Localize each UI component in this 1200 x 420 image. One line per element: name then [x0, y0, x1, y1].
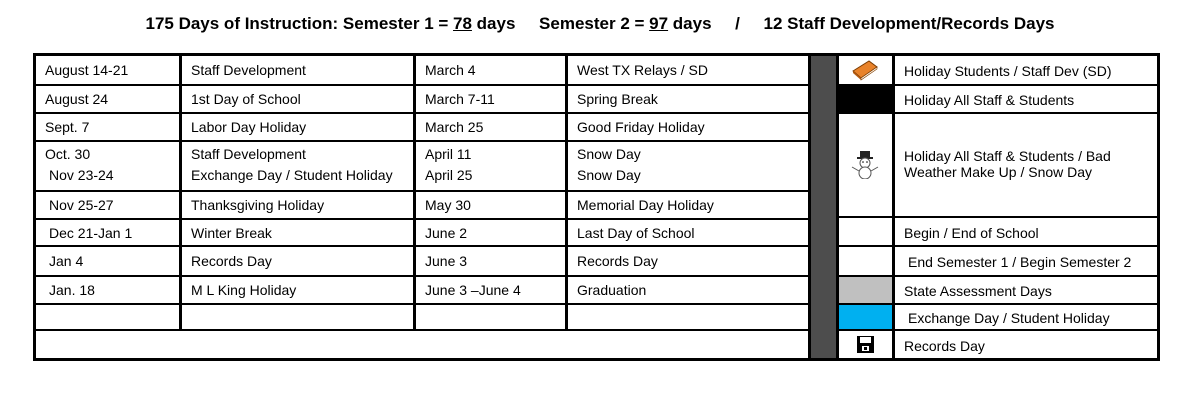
spring-date: March 25 [425, 119, 484, 135]
legend-label: Holiday Students / Staff Dev (SD) [904, 63, 1112, 79]
fall-event-cell [182, 114, 413, 140]
spring-event: Records Day [577, 253, 658, 269]
spring-event-cell [568, 56, 808, 84]
heading-text-1: 175 Days of Instruction: Semester 1 = [145, 14, 454, 33]
legend-label-cell [895, 305, 1157, 329]
fall-event: Winter Break [191, 225, 272, 241]
legend-label-cell [895, 56, 1157, 84]
fall-date: Sept. 7 [45, 119, 90, 135]
fall-event: Staff Development [191, 62, 306, 78]
spring-event-cell [568, 220, 808, 245]
calendar-summary-heading [0, 14, 1200, 34]
fall-event: Staff Development [191, 146, 306, 162]
legend-color-swatch [839, 247, 892, 275]
fall-date-cell [36, 277, 179, 303]
legend-label-cell [895, 218, 1157, 245]
legend-label-cell [895, 247, 1157, 275]
fall-date: Dec 21-Jan 1 [49, 225, 133, 241]
snowman-icon [850, 149, 880, 179]
spring-date: March 7-11 [425, 91, 495, 107]
fall-date: August 24 [45, 91, 109, 107]
legend-swatch-cell [839, 247, 892, 275]
calendar-events-table [33, 53, 1160, 361]
spring-event: Last Day of School [577, 225, 695, 241]
legend-label-cell [895, 331, 1157, 358]
spring-date: March 4 [425, 62, 476, 78]
spring-event: Memorial Day Holiday [577, 197, 714, 213]
spring-event-cell [568, 86, 808, 112]
legend-color-swatch [839, 277, 892, 303]
legend-swatch-cell [839, 218, 892, 245]
fall-date: Jan. 18 [49, 282, 95, 298]
legend-label-cell [895, 277, 1157, 303]
fall-event: 1st Day of School [191, 91, 301, 107]
legend-color-swatch [839, 218, 892, 245]
spring-event: Good Friday Holiday [577, 119, 705, 135]
fall-date-cell [36, 56, 179, 84]
spring-date-cell [416, 86, 565, 112]
spring-event-cell [568, 247, 808, 275]
spring-event: Spring Break [577, 91, 658, 107]
fall-date-cell [36, 247, 179, 275]
fall-date: Jan 4 [49, 253, 84, 269]
fall-event-cell [182, 192, 413, 218]
fall-event-cell [182, 247, 413, 275]
legend-label-cell [895, 86, 1157, 112]
spring-date-cell [416, 277, 565, 303]
legend-label-cell [895, 114, 1157, 216]
fall-date-cell [36, 220, 179, 245]
spring-event: West TX Relays / SD [577, 62, 708, 78]
fall-date-cell [36, 162, 179, 190]
book-icon [851, 59, 879, 81]
heading-text-2: days Semester 2 = [471, 14, 650, 33]
legend-label: Records Day [904, 338, 985, 354]
sidebar-divider [811, 56, 836, 358]
legend-swatch-cell [839, 56, 892, 84]
empty-cell [416, 305, 565, 329]
fall-event: Records Day [191, 253, 272, 269]
empty-cell [568, 305, 808, 329]
fall-event-cell [182, 277, 413, 303]
spring-event: Snow Day [577, 167, 641, 183]
spring-date: April 25 [425, 167, 473, 183]
spring-date-cell [416, 56, 565, 84]
fall-date-cell [36, 192, 179, 218]
spring-event-cell [568, 192, 808, 218]
spring-date-cell [416, 247, 565, 275]
legend-color-swatch [839, 305, 892, 329]
spring-date-cell [416, 162, 565, 190]
spring-date-cell [416, 114, 565, 140]
fall-event-cell [182, 162, 413, 190]
legend-label: Begin / End of School [904, 225, 1039, 241]
floppy-disk-icon [857, 336, 874, 353]
legend-label: Holiday All Staff & Students [904, 92, 1075, 108]
semester-2-days: 97 [649, 14, 669, 33]
fall-event: Labor Day Holiday [191, 119, 307, 135]
empty-cell [182, 305, 413, 329]
fall-date: Nov 23-24 [49, 167, 114, 183]
legend-swatch-cell [839, 114, 892, 216]
spring-event-cell [568, 142, 808, 162]
spring-date-cell [416, 192, 565, 218]
fall-event-cell [182, 220, 413, 245]
legend-swatch-cell [839, 277, 892, 303]
fall-event-cell [182, 142, 413, 162]
fall-date-cell [36, 142, 179, 162]
semester-1-days: 78 [453, 14, 472, 33]
legend-color-swatch [839, 86, 892, 112]
fall-event-cell [182, 56, 413, 84]
fall-date-cell [36, 114, 179, 140]
spring-date: June 2 [425, 225, 468, 241]
spring-date: May 30 [425, 197, 471, 213]
fall-date-cell [36, 86, 179, 112]
spring-event: Graduation [577, 282, 647, 298]
fall-event: Exchange Day / Student Holiday [191, 167, 393, 183]
spring-event-cell [568, 277, 808, 303]
empty-cell [36, 305, 179, 329]
legend-label: End Semester 1 / Begin Semester 2 [908, 254, 1132, 270]
spring-event: Snow Day [577, 146, 641, 162]
fall-event: M L King Holiday [191, 282, 297, 298]
spring-date: April 11 [425, 146, 472, 162]
legend-label: Exchange Day / Student Holiday [908, 310, 1110, 326]
fall-event: Thanksgiving Holiday [191, 197, 325, 213]
legend-label: State Assessment Days [904, 283, 1052, 299]
spring-date-cell [416, 142, 565, 162]
fall-date: Nov 25-27 [49, 197, 114, 213]
spring-event-cell [568, 114, 808, 140]
legend-swatch-cell [839, 305, 892, 329]
legend-swatch-cell [839, 86, 892, 112]
fall-date: August 14-21 [45, 62, 129, 78]
legend-label: Holiday All Staff & Students / Bad Weather Make Up / Snow Day [904, 148, 1111, 180]
heading-text-3: days / 12 Staff Development/Records Days [668, 14, 1055, 33]
spring-date: June 3 [425, 253, 468, 269]
fall-event-cell [182, 86, 413, 112]
legend-swatch-cell [839, 331, 892, 358]
empty-merged-row [36, 331, 808, 358]
spring-date-cell [416, 220, 565, 245]
spring-date: June 3 –June 4 [425, 282, 521, 298]
fall-date: Oct. 30 [45, 146, 91, 162]
spring-event-cell [568, 162, 808, 190]
